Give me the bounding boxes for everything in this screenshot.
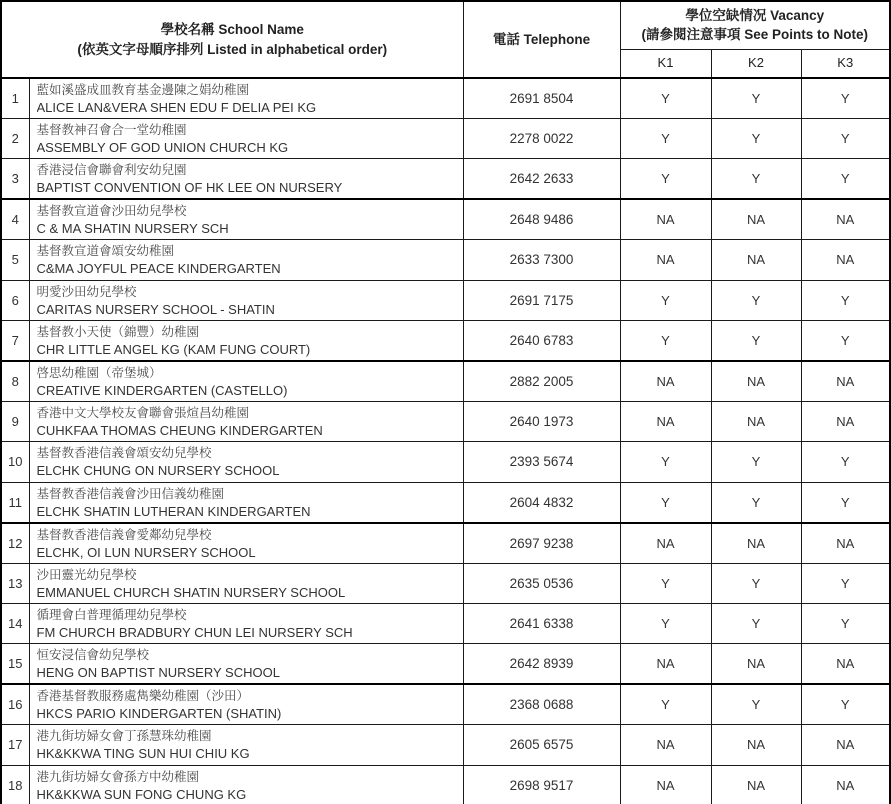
k2-vacancy-cell: Y xyxy=(711,482,801,523)
row-number: 5 xyxy=(1,240,29,280)
school-name-cell xyxy=(29,119,463,159)
k1-vacancy-cell: Y xyxy=(620,603,711,643)
school-name-cell xyxy=(29,442,463,482)
row-number: 17 xyxy=(1,725,29,765)
row-number: 15 xyxy=(1,644,29,685)
school-name-cell xyxy=(29,159,463,200)
table-row xyxy=(1,563,890,603)
k3-vacancy-cell: NA xyxy=(801,401,890,441)
k1-vacancy-cell: Y xyxy=(620,159,711,200)
school-name-chinese: 基督教宣道會沙田幼兒學校 xyxy=(36,204,187,219)
vacancy-header-line2: (請參閱注意事項 See Points to Note) xyxy=(641,27,869,43)
row-number: 12 xyxy=(1,523,29,564)
school-name-cell xyxy=(29,523,463,564)
school-name-chinese: 港九街坊婦女會丁孫慧珠幼稚園 xyxy=(36,729,212,744)
k3-vacancy-cell: Y xyxy=(801,684,890,725)
k3-vacancy-cell: NA xyxy=(801,725,890,765)
k3-vacancy-cell: NA xyxy=(801,644,890,685)
telephone-cell: 2604 4832 xyxy=(463,482,620,523)
k1-vacancy-cell: NA xyxy=(620,240,711,280)
row-number: 9 xyxy=(1,401,29,441)
k1-vacancy-cell: Y xyxy=(620,563,711,603)
telephone-cell: 2605 6575 xyxy=(463,725,620,765)
school-name-english: CARITAS NURSERY SCHOOL - SHATIN xyxy=(36,301,275,317)
k2-vacancy-cell: NA xyxy=(711,644,801,685)
school-name-chinese: 藍如溪盛成皿教育基金邊陳之娟幼稚園 xyxy=(36,83,250,97)
k2-vacancy-cell: NA xyxy=(711,199,801,240)
school-name-english: HENG ON BAPTIST NURSERY SCHOOL xyxy=(36,665,280,681)
k1-vacancy-cell: Y xyxy=(620,320,711,361)
school-name-cell xyxy=(29,765,463,804)
school-name-english: CHR LITTLE ANGEL KG (KAM FUNG COURT) xyxy=(36,341,311,357)
school-name-english: FM CHURCH BRADBURY CHUN LEI NURSERY SCH xyxy=(36,625,353,641)
school-name-english: CREATIVE KINDERGARTEN (CASTELLO) xyxy=(36,382,288,398)
k3-vacancy-cell: NA xyxy=(801,523,890,564)
row-number: 11 xyxy=(1,482,29,523)
school-name-chinese: 基督教香港信義會愛鄰幼兒學校 xyxy=(36,527,212,542)
school-name-cell xyxy=(29,199,463,240)
k2-vacancy-cell: NA xyxy=(711,765,801,804)
school-name-chinese: 沙田靈光幼兒學校 xyxy=(36,567,137,582)
k3-vacancy-cell: Y xyxy=(801,442,890,482)
school-name-cell xyxy=(29,684,463,725)
table-row xyxy=(1,684,890,725)
vacancy-column-header xyxy=(620,1,890,49)
table-row xyxy=(1,482,890,523)
school-name-cell xyxy=(29,280,463,320)
k1-vacancy-cell: Y xyxy=(620,442,711,482)
k2-vacancy-cell: NA xyxy=(711,725,801,765)
school-name-chinese: 基督教小天使（錦豐）幼稚園 xyxy=(36,324,200,339)
k2-vacancy-cell: NA xyxy=(711,361,801,402)
row-number: 13 xyxy=(1,563,29,603)
school-name-english: ELCHK SHATIN LUTHERAN KINDERGARTEN xyxy=(36,503,311,519)
school-name-cell xyxy=(29,401,463,441)
row-number: 1 xyxy=(1,78,29,119)
school-name-english: ALICE LAN&VERA SHEN EDU F DELIA PEI KG xyxy=(36,100,317,115)
telephone-cell: 2691 8504 xyxy=(463,78,620,119)
table-row xyxy=(1,644,890,685)
table-row xyxy=(1,78,890,119)
telephone-cell: 2697 9238 xyxy=(463,523,620,564)
school-name-chinese: 基督教宣道會頌安幼稚園 xyxy=(36,244,175,259)
school-name-english: EMMANUEL CHURCH SHATIN NURSERY SCHOOL xyxy=(36,584,346,600)
telephone-cell: 2642 2633 xyxy=(463,159,620,200)
k1-vacancy-cell: NA xyxy=(620,725,711,765)
school-name-cell xyxy=(29,725,463,765)
k2-vacancy-cell: NA xyxy=(711,240,801,280)
k3-vacancy-cell: Y xyxy=(801,280,890,320)
k1-vacancy-cell: NA xyxy=(620,523,711,564)
k3-vacancy-cell: NA xyxy=(801,765,890,804)
school-name-chinese: 循理會白普理循理幼兒學校 xyxy=(36,608,187,623)
telephone-cell: 2393 5674 xyxy=(463,442,620,482)
row-number: 10 xyxy=(1,442,29,482)
k3-vacancy-cell: Y xyxy=(801,603,890,643)
telephone-cell: 2640 6783 xyxy=(463,320,620,361)
row-number: 6 xyxy=(1,280,29,320)
k3-vacancy-cell: Y xyxy=(801,563,890,603)
school-name-cell xyxy=(29,644,463,685)
telephone-cell: 2635 0536 xyxy=(463,563,620,603)
telephone-cell: 2368 0688 xyxy=(463,684,620,725)
school-name-chinese: 啓思幼稚園（帝堡城） xyxy=(36,365,162,380)
table-row xyxy=(1,159,890,200)
telephone-cell: 2640 1973 xyxy=(463,401,620,441)
school-name-chinese: 基督教香港信義會沙田信義幼稚園 xyxy=(36,486,225,501)
k3-vacancy-cell: Y xyxy=(801,482,890,523)
k1-vacancy-cell: Y xyxy=(620,280,711,320)
table-row xyxy=(1,725,890,765)
table-header xyxy=(1,1,890,78)
table-body xyxy=(1,78,890,804)
k1-vacancy-cell: NA xyxy=(620,199,711,240)
school-name-cell xyxy=(29,563,463,603)
school-name-english: HKCS PARIO KINDERGARTEN (SHATIN) xyxy=(36,706,282,722)
k1-column-header: K1 xyxy=(620,49,711,78)
k3-vacancy-cell: Y xyxy=(801,78,890,119)
school-name-chinese: 恒安浸信會幼兒學校 xyxy=(36,648,150,663)
telephone-cell: 2641 6338 xyxy=(463,603,620,643)
table-row xyxy=(1,603,890,643)
k3-vacancy-cell: Y xyxy=(801,159,890,200)
school-name-chinese: 港九街坊婦女會孫方中幼稚園 xyxy=(36,769,200,784)
k2-vacancy-cell: Y xyxy=(711,280,801,320)
school-name-english: HK&KKWA TING SUN HUI CHIU KG xyxy=(36,746,250,762)
telephone-cell: 2698 9517 xyxy=(463,765,620,804)
school-name-column-header xyxy=(1,1,463,78)
school-name-english: HK&KKWA SUN FONG CHUNG KG xyxy=(36,786,247,802)
k2-vacancy-cell: Y xyxy=(711,603,801,643)
table-row xyxy=(1,361,890,402)
k3-vacancy-cell: NA xyxy=(801,361,890,402)
k3-vacancy-cell: Y xyxy=(801,119,890,159)
k2-vacancy-cell: Y xyxy=(711,442,801,482)
school-name-chinese: 香港中文大學校友會聯會張煊昌幼稚園 xyxy=(36,406,250,421)
row-number: 8 xyxy=(1,361,29,402)
telephone-cell: 2648 9486 xyxy=(463,199,620,240)
row-number: 18 xyxy=(1,765,29,804)
school-name-chinese: 香港基督教服務處雋樂幼稚園（沙田） xyxy=(36,689,250,704)
school-name-english: C&MA JOYFUL PEACE KINDERGARTEN xyxy=(36,261,281,277)
vacancy-header-line1: 學位空缺情况 Vacancy xyxy=(685,7,825,23)
row-number: 7 xyxy=(1,320,29,361)
school-name-chinese: 基督教神召會合一堂幼稚園 xyxy=(36,123,187,138)
row-number: 16 xyxy=(1,684,29,725)
k3-vacancy-cell: Y xyxy=(801,320,890,361)
school-name-english: BAPTIST CONVENTION OF HK LEE ON NURSERY xyxy=(36,180,343,196)
row-number: 14 xyxy=(1,603,29,643)
school-name-header-line2: (依英文字母順序排列 Listed in alphabetical order) xyxy=(77,41,388,57)
school-name-english: ELCHK, OI LUN NURSERY SCHOOL xyxy=(36,544,256,560)
school-name-cell xyxy=(29,78,463,119)
table-row xyxy=(1,765,890,804)
school-name-cell xyxy=(29,361,463,402)
table-row xyxy=(1,523,890,564)
k1-vacancy-cell: Y xyxy=(620,684,711,725)
telephone-cell: 2882 2005 xyxy=(463,361,620,402)
school-name-chinese: 基督教香港信義會頌安幼兒學校 xyxy=(36,446,212,461)
k2-vacancy-cell: Y xyxy=(711,684,801,725)
school-name-english: C & MA SHATIN NURSERY SCH xyxy=(36,221,229,237)
table-row xyxy=(1,320,890,361)
k2-vacancy-cell: Y xyxy=(711,78,801,119)
k1-vacancy-cell: NA xyxy=(620,361,711,402)
k1-vacancy-cell: NA xyxy=(620,401,711,441)
table-row xyxy=(1,442,890,482)
k1-vacancy-cell: Y xyxy=(620,482,711,523)
school-name-chinese: 明愛沙田幼兒學校 xyxy=(36,284,137,299)
k3-vacancy-cell: NA xyxy=(801,240,890,280)
school-name-english: CUHKFAA THOMAS CHEUNG KINDERGARTEN xyxy=(36,423,323,439)
k2-vacancy-cell: Y xyxy=(711,159,801,200)
k1-vacancy-cell: NA xyxy=(620,644,711,685)
telephone-cell: 2691 7175 xyxy=(463,280,620,320)
school-name-cell xyxy=(29,603,463,643)
school-name-english: ELCHK CHUNG ON NURSERY SCHOOL xyxy=(36,463,280,479)
k2-vacancy-cell: NA xyxy=(711,523,801,564)
school-name-cell xyxy=(29,240,463,280)
school-name-chinese: 香港浸信會聯會利安幼兒園 xyxy=(36,163,187,178)
k3-vacancy-cell: NA xyxy=(801,199,890,240)
table-row xyxy=(1,199,890,240)
k1-vacancy-cell: NA xyxy=(620,765,711,804)
table-row xyxy=(1,401,890,441)
k2-vacancy-cell: Y xyxy=(711,563,801,603)
k2-column-header: K2 xyxy=(711,49,801,78)
school-name-cell xyxy=(29,482,463,523)
telephone-column-header xyxy=(463,1,620,78)
telephone-cell: 2642 8939 xyxy=(463,644,620,685)
table-row xyxy=(1,240,890,280)
school-name-header-line1: 學校名稱 School Name xyxy=(160,21,304,37)
row-number: 4 xyxy=(1,199,29,240)
table-row xyxy=(1,280,890,320)
row-number: 2 xyxy=(1,119,29,159)
telephone-header-label: 電話 Telephone xyxy=(492,31,591,47)
table-row xyxy=(1,119,890,159)
telephone-cell: 2633 7300 xyxy=(463,240,620,280)
row-number: 3 xyxy=(1,159,29,200)
k3-column-header: K3 xyxy=(801,49,890,78)
k1-vacancy-cell: Y xyxy=(620,78,711,119)
k2-vacancy-cell: NA xyxy=(711,401,801,441)
k2-vacancy-cell: Y xyxy=(711,320,801,361)
telephone-cell: 2278 0022 xyxy=(463,119,620,159)
k1-vacancy-cell: Y xyxy=(620,119,711,159)
school-name-english: ASSEMBLY OF GOD UNION CHURCH KG xyxy=(36,140,289,156)
k2-vacancy-cell: Y xyxy=(711,119,801,159)
school-name-cell xyxy=(29,320,463,361)
